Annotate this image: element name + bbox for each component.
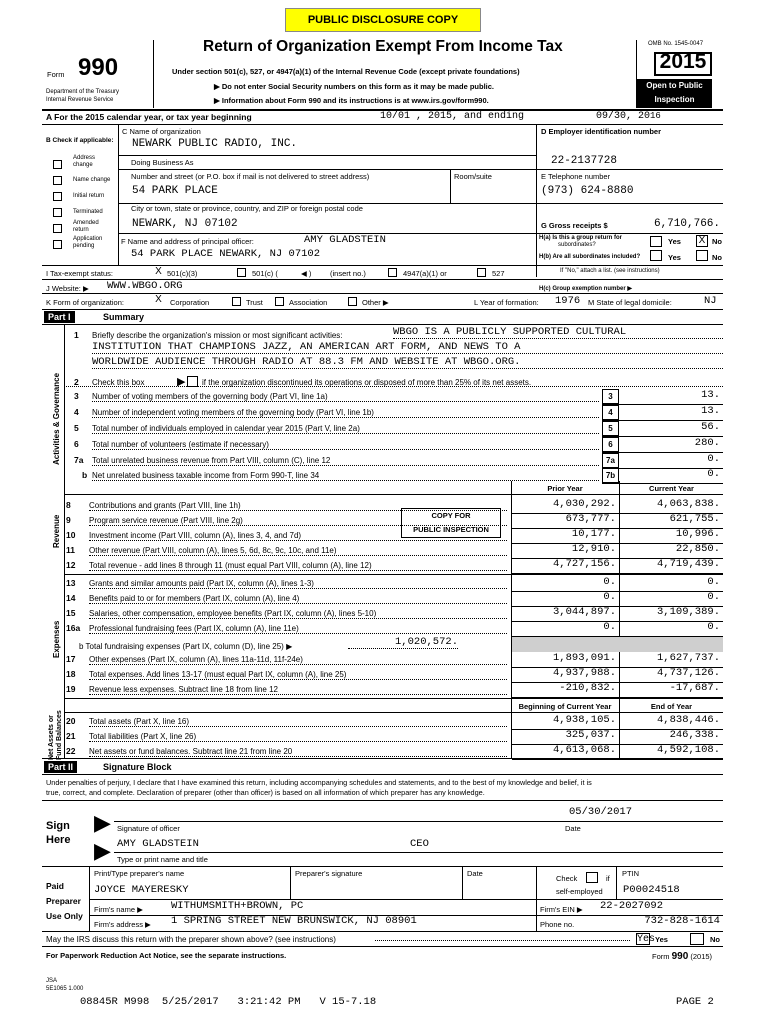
line-num: 12 xyxy=(66,560,76,570)
prep-name-label: Print/Type preparer's name xyxy=(94,869,185,878)
year-formation: 1976 xyxy=(555,295,581,307)
ptin-value: P00024518 xyxy=(623,884,680,896)
prior-year-value: 4,030,292. xyxy=(552,498,616,510)
line16b-shade xyxy=(512,637,723,652)
ha-sub: subordinates? xyxy=(558,242,596,248)
gov-line-box: 5 xyxy=(602,421,619,436)
city-label: City or town, state or province, country, and ZIP or foreign postal code xyxy=(131,204,363,213)
prior-year-value: 4,938,105. xyxy=(552,714,616,726)
line-num: 13 xyxy=(66,578,76,588)
gov-line-value: 280. xyxy=(694,437,720,449)
status-501c-close: ◀ ) xyxy=(301,269,312,278)
hb-yes-label: Yes xyxy=(668,253,681,262)
sign-arrow-icon: ▶ xyxy=(94,810,111,835)
line16b-label: b Total fundraising expenses (Part IX, column (D), line 25) ▶ xyxy=(79,642,293,651)
tax-year: 2015 xyxy=(659,50,707,73)
line-num: 22 xyxy=(66,746,76,756)
k-association-checkbox[interactable] xyxy=(275,297,284,306)
officer-name: AMY GLADSTEIN xyxy=(304,234,386,246)
paid-label-1: Paid xyxy=(46,881,64,891)
website: WWW.WBGO.ORG xyxy=(107,280,183,292)
line-label: Revenue less expenses. Subtract line 18 from line 12 xyxy=(89,685,507,695)
gov-line-label: Number of independent voting members of the governing body (Part VI, line 1b) xyxy=(92,408,599,418)
k-other: Other ▶ xyxy=(362,298,389,307)
gov-line-value: 0. xyxy=(707,453,720,465)
org-street: 54 PARK PLACE xyxy=(132,185,218,197)
b-item-application-pending: Application pending xyxy=(73,236,103,249)
status-4947: 4947(a)(1) or xyxy=(403,269,447,278)
hb-yes-checkbox[interactable] xyxy=(650,250,662,261)
org-name: NEWARK PUBLIC RADIO, INC. xyxy=(132,138,298,150)
paperwork-notice: For Paperwork Reduction Act Notice, see the separate instructions. xyxy=(46,951,287,960)
line-label: Net assets or fund balances. Subtract line 21 from line 20 xyxy=(89,747,507,757)
copy-for-inspection-stamp: COPY FOR PUBLIC INSPECTION xyxy=(401,508,501,538)
firm-name: WITHUMSMITH+BROWN, PC xyxy=(171,900,304,912)
status-501c3-checkbox[interactable]: X xyxy=(153,267,164,278)
hb-no-checkbox[interactable] xyxy=(696,250,708,261)
form-footer: Form 990 (2015) xyxy=(652,951,713,962)
l-label: L Year of formation: xyxy=(474,298,539,307)
sign-here-1: Sign xyxy=(46,820,70,832)
ein: 22-2137728 xyxy=(551,155,618,167)
current-year-value: 3,109,389. xyxy=(656,606,720,618)
jsa-code: 5E1065 1.000 xyxy=(46,986,84,992)
line-num: 9 xyxy=(66,515,71,525)
line-label: Total assets (Part X, line 16) xyxy=(89,717,507,727)
b-label: B Check if applicable: xyxy=(46,137,114,144)
status-501c: 501(c) ( xyxy=(252,269,278,278)
gov-line-num: 4 xyxy=(74,407,79,417)
sig-officer-label: Signature of officer xyxy=(117,824,180,833)
firm-phone-label: Phone no. xyxy=(540,920,575,929)
j-label: J Website: ▶ xyxy=(46,284,89,293)
discuss-no-label: No xyxy=(710,935,720,944)
firm-address-label: Firm's address ▶ xyxy=(94,920,151,929)
self-employed-label: self-employed xyxy=(556,887,603,896)
side-label-expenses: Expenses xyxy=(52,620,61,658)
line-label: Professional fundraising fees (Part IX, column (A), line 11e) xyxy=(89,624,507,634)
mission-line1: WBGO IS A PUBLICLY SUPPORTED CULTURAL xyxy=(393,326,723,339)
status-527-checkbox[interactable] xyxy=(477,268,486,277)
line-label: Benefits paid to or for members (Part IX, column (A), line 4) xyxy=(89,594,507,604)
prior-year-value: 12,910. xyxy=(571,543,616,555)
k-corporation: Corporation xyxy=(170,298,210,307)
side-label-net-assets: Net Assets or Fund Balances xyxy=(48,710,63,760)
paid-label-3: Use Only xyxy=(46,911,83,921)
m-label: M State of legal domicile: xyxy=(588,298,672,307)
h-note: If "No," attach a list. (see instructions) xyxy=(560,268,660,274)
current-year-value: -17,687. xyxy=(669,682,720,694)
i-insert-label: (insert no.) xyxy=(330,269,366,278)
side-label-governance: Activities & Governance xyxy=(52,372,61,465)
prior-year-value: 4,727,156. xyxy=(552,558,616,570)
b-item-initial-return: Initial return xyxy=(73,193,105,199)
prep-date-label: Date xyxy=(467,869,483,878)
hb-no-label: No xyxy=(712,253,722,262)
signer-title: CEO xyxy=(410,838,429,850)
part2-tag: Part II xyxy=(44,761,77,773)
gov-line-label: Total unrelated business revenue from Part VIII, column (C), line 12 xyxy=(92,456,599,466)
eoy-header: End of Year xyxy=(650,702,693,711)
line16b-value: 1,020,572. xyxy=(348,636,458,649)
e-label: E Telephone number xyxy=(541,172,611,181)
line-num: 21 xyxy=(66,731,76,741)
mission-line2: INSTITUTION THAT CHAMPIONS JAZZ, AN AMERICAN ART FORM, AND NEWS TO A xyxy=(92,341,723,354)
line2-num: 2 xyxy=(74,377,79,387)
k-trust-checkbox[interactable] xyxy=(232,297,241,306)
current-year-value: 0. xyxy=(707,621,720,633)
line-label: Salaries, other compensation, employee benefits (Part IX, column (A), lines 5-10) xyxy=(89,609,507,619)
current-year-value: 10,996. xyxy=(675,528,720,540)
gov-line-num: 7a xyxy=(74,455,84,465)
line-num: 19 xyxy=(66,684,76,694)
line-num: 17 xyxy=(66,654,76,664)
checkbox-name-change[interactable] xyxy=(53,176,62,185)
phone: (973) 624-8880 xyxy=(541,185,634,197)
line-a-label: A For the 2015 calendar year, or tax year beginning xyxy=(46,112,252,122)
public-disclosure-banner: PUBLIC DISCLOSURE COPY xyxy=(285,8,481,32)
line-label: Total revenue - add lines 8 through 11 (must equal Part VIII, column (A), line 12) xyxy=(89,561,507,571)
current-year-value: 1,627,737. xyxy=(656,652,720,664)
firm-address: 1 SPRING STREET NEW BRUNSWICK, NJ 08901 xyxy=(171,915,417,927)
notice-ssn: ▶ Do not enter Social Security numbers on this form as it may be made public. xyxy=(214,82,495,91)
checkbox-initial-return[interactable] xyxy=(53,192,62,201)
state-domicile: NJ xyxy=(704,295,717,307)
sign-here-2: Here xyxy=(46,834,71,846)
current-year-value: 4,838,446. xyxy=(656,714,720,726)
discuss-question: May the IRS discuss this return with the preparer shown above? (see instructions) xyxy=(46,935,336,944)
ha-no-label: No xyxy=(712,237,722,246)
firm-ein-label: Firm's EIN ▶ xyxy=(540,905,583,914)
current-year-value: 4,737,126. xyxy=(656,667,720,679)
line-num: 18 xyxy=(66,669,76,679)
ptin-label: PTIN xyxy=(622,869,640,878)
omb-number: OMB No. 1545-0047 xyxy=(648,41,704,47)
prior-year-value: 3,044,897. xyxy=(552,606,616,618)
current-year-value: 22,850. xyxy=(675,543,720,555)
i-label: I Tax-exempt status: xyxy=(46,269,113,278)
line2-label: Check this box xyxy=(92,378,145,387)
prior-year-value: 4,613,068. xyxy=(552,744,616,756)
f-label: F Name and address of principal officer: xyxy=(121,237,254,246)
officer-address: 54 PARK PLACE NEWARK, NJ 07102 xyxy=(131,248,321,260)
prior-year-value: 4,937,988. xyxy=(552,667,616,679)
gov-line-label: Total number of volunteers (estimate if necessary) xyxy=(92,440,599,450)
firm-name-label: Firm's name ▶ xyxy=(94,905,143,914)
status-4947-checkbox[interactable] xyxy=(388,268,397,277)
ha-label: H(a) Is this a group return for xyxy=(539,235,623,241)
check-label: Check xyxy=(556,874,578,883)
if-label: if xyxy=(606,874,610,883)
mission-line3: WORLDWIDE AUDIENCE THROUGH RADIO AT 88.3 FM AND WEBSITE AT WBGO.ORG. xyxy=(92,356,723,369)
current-year-value: 4,592,108. xyxy=(656,744,720,756)
paid-label-2: Preparer xyxy=(46,896,81,906)
status-527: 527 xyxy=(492,269,505,278)
firm-phone: 732-828-1614 xyxy=(644,915,720,927)
side-label-revenue: Revenue xyxy=(52,514,61,548)
prior-year-value: 0. xyxy=(603,591,616,603)
hc-label: H(c) Group exemption number ▶ xyxy=(539,286,632,292)
page-number: PAGE 2 xyxy=(676,996,714,1008)
tax-year-begin: 10/01 , 2015, and ending xyxy=(380,111,525,122)
gov-line-label: Net unrelated business taxable income from Form 990-T, line 34 xyxy=(92,471,599,481)
line-num: 20 xyxy=(66,716,76,726)
prior-year-value: 1,893,091. xyxy=(552,652,616,664)
checkbox-amended-return[interactable] xyxy=(53,224,62,233)
form-label: Form xyxy=(47,70,65,79)
dept-line1: Department of the Treasury xyxy=(46,89,120,95)
form-subtitle: Under section 501(c), 527, or 4947(a)(1) of the Internal Revenue Code (except private foundations) xyxy=(172,67,520,76)
prior-year-value: 673,777. xyxy=(565,513,616,525)
line-label: Other expenses (Part IX, column (A), lines 11a-11d, 11f-24e) xyxy=(89,655,507,665)
tax-year-end: 09/30, 2016 xyxy=(596,111,661,122)
gov-line-value: 13. xyxy=(701,405,720,417)
open-public-box: Open to Public Inspection xyxy=(637,79,712,108)
checkbox-application-pending[interactable] xyxy=(53,240,62,249)
part2-title: Signature Block xyxy=(103,762,172,772)
k-trust: Trust xyxy=(246,298,263,307)
current-year-value: 246,338. xyxy=(669,729,720,741)
b-item-terminated: Terminated xyxy=(73,209,103,215)
current-year-value: 4,719,439. xyxy=(656,558,720,570)
discuss-yes-checkbox[interactable]: Yes xyxy=(637,934,656,945)
gov-line-box: 7a xyxy=(602,453,619,468)
dba-label: Doing Business As xyxy=(131,158,194,167)
k-association: Association xyxy=(289,298,328,307)
current-year-value: 621,755. xyxy=(669,513,720,525)
jsa-label: JSA xyxy=(46,978,58,984)
ha-yes-label: Yes xyxy=(668,237,681,246)
sign-date: 05/30/2017 xyxy=(569,806,633,818)
prep-sig-label: Preparer's signature xyxy=(295,869,363,878)
line-label: Other revenue (Part VIII, column (A), lines 5, 6d, 8c, 9c, 10c, and 11e) xyxy=(89,546,507,556)
status-501c-checkbox[interactable] xyxy=(237,268,246,277)
discuss-no-checkbox[interactable] xyxy=(690,933,704,945)
prior-year-value: -210,832. xyxy=(559,682,616,694)
org-city: NEWARK, NJ 07102 xyxy=(132,218,238,230)
line-num: 8 xyxy=(66,500,71,510)
b-item-address-change: Address change xyxy=(73,155,96,168)
perjury-line2: true, correct, and complete. Declaration of preparer (other than officer) is based on all information of which preparer has any knowledge. xyxy=(46,788,485,797)
prior-year-value: 0. xyxy=(603,576,616,588)
self-employed-checkbox[interactable] xyxy=(586,872,598,883)
current-year-value: 0. xyxy=(707,591,720,603)
prior-year-header: Prior Year xyxy=(547,484,583,493)
gov-line-num: 5 xyxy=(74,423,79,433)
gov-line-num: 3 xyxy=(74,391,79,401)
gov-line-box: 4 xyxy=(602,405,619,420)
line2-checkbox[interactable] xyxy=(187,376,198,387)
line-num: 10 xyxy=(66,530,76,540)
sign-arrow-icon-2: ▶ xyxy=(94,838,111,863)
current-year-value: 0. xyxy=(707,576,720,588)
part1-tag: Part I xyxy=(44,311,75,323)
k-corporation-checkbox[interactable]: X xyxy=(153,295,164,306)
gov-line-num: 6 xyxy=(74,439,79,449)
street-label: Number and street (or P.O. box if mail is not delivered to street address) xyxy=(131,172,370,181)
line-label: Total expenses. Add lines 13-17 (must equal Part IX, column (A), line 25) xyxy=(89,670,507,680)
hb-label: H(b) Are all subordinates included? xyxy=(539,254,641,260)
notice-info: ▶ Information about Form 990 and its instructions is at www.irs.gov/form990. xyxy=(214,96,489,105)
line-num: 15 xyxy=(66,608,76,618)
line-label: Contributions and grants (Part VIII, line 1h) xyxy=(89,501,507,511)
line2-arrow-icon: ▶ xyxy=(177,376,186,388)
prior-year-value: 325,037. xyxy=(565,729,616,741)
line1-num: 1 xyxy=(74,330,79,340)
prior-year-value: 10,177. xyxy=(571,528,616,540)
room-label: Room/suite xyxy=(454,172,492,181)
type-name-label: Type or print name and title xyxy=(117,855,208,864)
b-item-name-change: Name change xyxy=(73,177,111,183)
line2-label-b: if the organization discontinued its operations or disposed of more than 25% of its net assets. xyxy=(202,378,532,387)
line-label: Investment income (Part VIII, column (A), lines 3, 4, and 7d) xyxy=(89,531,507,541)
gov-line-label: Total number of individuals employed in calendar year 2015 (Part V, line 2a) xyxy=(92,424,599,434)
signer-name: AMY GLADSTEIN xyxy=(117,838,199,850)
gov-line-box: 7b xyxy=(602,468,619,483)
gov-line-num: b xyxy=(82,470,88,480)
preparer-name: JOYCE MAYERESKY xyxy=(94,884,189,896)
date-label: Date xyxy=(565,824,581,833)
d-label: D Employer identification number xyxy=(541,127,662,136)
part1-title: Summary xyxy=(103,312,145,322)
gov-line-box: 3 xyxy=(602,389,619,404)
current-year-header: Current Year xyxy=(649,484,694,493)
line-label: Grants and similar amounts paid (Part IX, column (A), lines 1-3) xyxy=(89,579,507,589)
prior-year-value: 0. xyxy=(603,621,616,633)
checkbox-address-change[interactable] xyxy=(53,160,62,169)
c-label: C Name of organization xyxy=(122,127,201,136)
dept-line2: Internal Revenue Service xyxy=(46,97,114,103)
discuss-yes-label: Yes xyxy=(655,935,668,944)
gov-line-value: 56. xyxy=(701,421,720,433)
firm-ein: 22-2027092 xyxy=(600,900,664,912)
ha-no-checkbox[interactable]: X xyxy=(696,235,708,247)
current-year-value: 4,063,838. xyxy=(656,498,720,510)
perjury-line1: Under penalties of perjury, I declare that I have examined this return, including accompanying schedules and statements, and to the best of my knowledge and belief, it is xyxy=(46,778,592,787)
gov-line-box: 6 xyxy=(602,437,619,452)
b-item-amended-return: Amended return xyxy=(73,220,99,233)
line-label: Total liabilities (Part X, line 26) xyxy=(89,732,507,742)
g-label: G Gross receipts $ xyxy=(541,221,608,230)
gov-line-value: 13. xyxy=(701,389,720,401)
line1-label: Briefly describe the organization's mission or most significant activities: xyxy=(92,331,343,340)
line-num: 11 xyxy=(66,545,75,555)
print-stamp: 08845R M998 5/25/2017 3:21:42 PM V 15-7.18 xyxy=(80,996,377,1008)
form-title: Return of Organization Exempt From Income Tax xyxy=(203,38,563,55)
form-number: 990 xyxy=(78,54,119,81)
ha-yes-checkbox[interactable] xyxy=(650,236,662,247)
line-num: 14 xyxy=(66,593,76,603)
gov-line-label: Number of voting members of the governing body (Part VI, line 1a) xyxy=(92,392,599,402)
k-label: K Form of organization: xyxy=(46,298,124,307)
checkbox-terminated[interactable] xyxy=(53,208,62,217)
gross-receipts: 6,710,766. xyxy=(653,218,720,230)
line-label: Program service revenue (Part VIII, line 2g) xyxy=(89,516,507,526)
gov-line-value: 0. xyxy=(707,468,720,480)
line-num: 16a xyxy=(66,623,81,633)
k-other-checkbox[interactable] xyxy=(348,297,357,306)
boy-header: Beginning of Current Year xyxy=(518,702,612,711)
status-501c3: 501(c)(3) xyxy=(167,269,198,278)
